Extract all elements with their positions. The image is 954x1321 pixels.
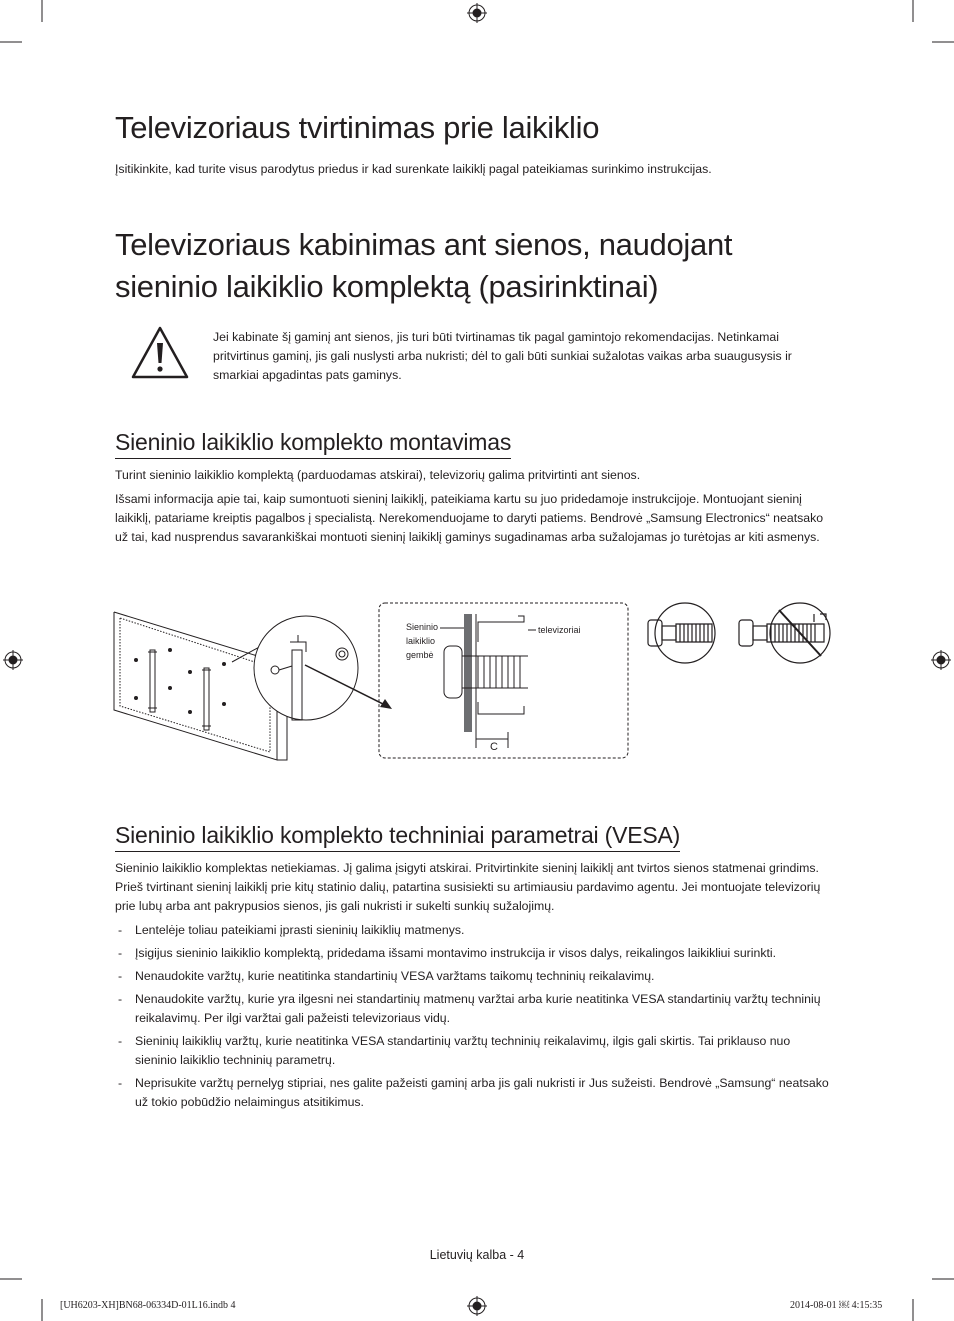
label-bracket-2: laikiklio <box>406 636 436 646</box>
screw-comparison <box>640 600 836 670</box>
registration-mark-right <box>931 650 951 670</box>
list-item: - Įsigijus sieninio laikiklio komplektą, pridedama išsami montavimo instrukcija ir visos dalys, reikalingos laikikliui surinkti. <box>115 944 830 963</box>
section1-heading-wrap <box>115 428 511 459</box>
section1-paragraph1: Turint sieninio laikiklio komplektą (parduodamas atskirai), televizorių galima pritvirtinti ant sienos. <box>115 468 641 482</box>
warning-icon <box>130 325 190 381</box>
screw-head <box>444 646 462 698</box>
print-date: 2014-08-01 ￼ 4:15:35 <box>790 1300 883 1311</box>
label-c: C <box>490 741 498 753</box>
list-item: - Nenaudokite varžtų, kurie yra ilgesni nei standartinių matmenų varžtai arba kurie neatitinka VESA standartinių varžtų techninių reikalavimų. Per ilgi varžtai gali pažeisti televizoriaus vidų. <box>115 990 830 1028</box>
section-title-line1: Televizoriaus kabinimas ant sienos, naudojant <box>115 227 733 262</box>
section2-heading-wrap <box>115 821 680 852</box>
section1-heading: Sieninio laikiklio komplekto montavimas <box>115 428 511 459</box>
list-item: - Neprisukite varžtų pernelyg stipriai, nes galite pažeisti gaminį arba jis gali nukristi ir Jus sužeisti. Bendrovė „Samsung“ neatsako už tokio pobūdžio nelaimingus atsitikimus. <box>115 1074 830 1112</box>
bracket-diagram <box>378 602 630 760</box>
section-title-line2: sieninio laikiklio komplektą (pasirinktinai) <box>115 269 659 304</box>
section2-heading: Sieninio laikiklio komplekto techniniai parametrai (VESA) <box>115 821 680 852</box>
list-item: - Nenaudokite varžtų, kurie neatitinka standartinių VESA varžtams taikomų techninių reikalavimų. <box>115 967 830 986</box>
intro-text: Įsitikinkite, kad turite visus parodytus priedus ir kad surenkate laikiklį pagal pateikiamas surinkimo instrukcijas. <box>115 162 712 176</box>
list-item: - Lentelėje toliau pateikiami įprasti sieninių laikiklių matmenys. <box>115 921 830 940</box>
section1-paragraph2: Išsami informacija apie tai, kaip sumontuoti sieninį laikiklį, pateikiama kartu su juo pridedamoje instrukcijoje. Montuojant sieninį laikiklį, patariame kreiptis pagalbos į specialistą. Nerekomenduojame to daryti patiems. Bendrovė „Samsung Electronics“ neatsako už tai, kad nusprendus savarankiškai montuoti sieninį laikiklį gaminys sugadinamas arba sužalojamas jo turėtojas ar kiti asmenys. <box>115 492 824 544</box>
label-bracket-1: Sieninio <box>406 622 439 632</box>
list-item: - Sieninių laikiklių varžtų, kurie neatitinka VESA standartinių varžtų techninių reikalavimų, ilgis gali skirtis. Tai priklauso nuo sieninio laikiklio techninių parametrų. <box>115 1032 830 1070</box>
section2-paragraph: Sieninio laikiklio komplektas netiekiamas. Jį galima įsigyti atskirai. Pritvirtinkite sieninį laikiklį ant tvirtos sienos statmenai grindims. Prieš tvirtinant sieninį laikiklį prie kitų statinio dalių, patartina susisiekti su artimiausiu pardavimo agentu. Jei montuojate televizorių prie lubų arba ant pakrypusios sienos, jis gali nukristi ir sukelti sunkių sužalojimų. <box>115 861 821 913</box>
file-info: [UH6203-XH]BN68-06334D-01L16.indb 4 <box>60 1300 236 1311</box>
screw-ok-icon <box>648 603 715 663</box>
label-tv: televizoriai <box>538 625 581 635</box>
registration-mark-left <box>3 650 23 670</box>
screw-not-allowed-icon <box>739 603 830 663</box>
registration-mark-top <box>467 3 487 23</box>
wall <box>464 614 472 732</box>
label-bracket-3: gembė <box>406 650 434 660</box>
registration-mark-bottom <box>467 1296 487 1316</box>
page-title: Televizoriaus tvirtinimas prie laikiklio <box>115 110 600 145</box>
requirements-list <box>115 921 830 1116</box>
page-number: Lietuvių kalba - 4 <box>429 1248 525 1262</box>
warning-text: Jei kabinate šį gaminį ant sienos, jis turi būti tvirtinamas tik pagal gamintojo rekomendacijas. Netinkamai pritvirtinus gaminį, jis gali nuslysti arba nukristi; dėl to gali būti sunkiai sužalotas vaikas arba suaugusysis ir smarkiai apgadintas pats gaminys. <box>213 330 792 382</box>
